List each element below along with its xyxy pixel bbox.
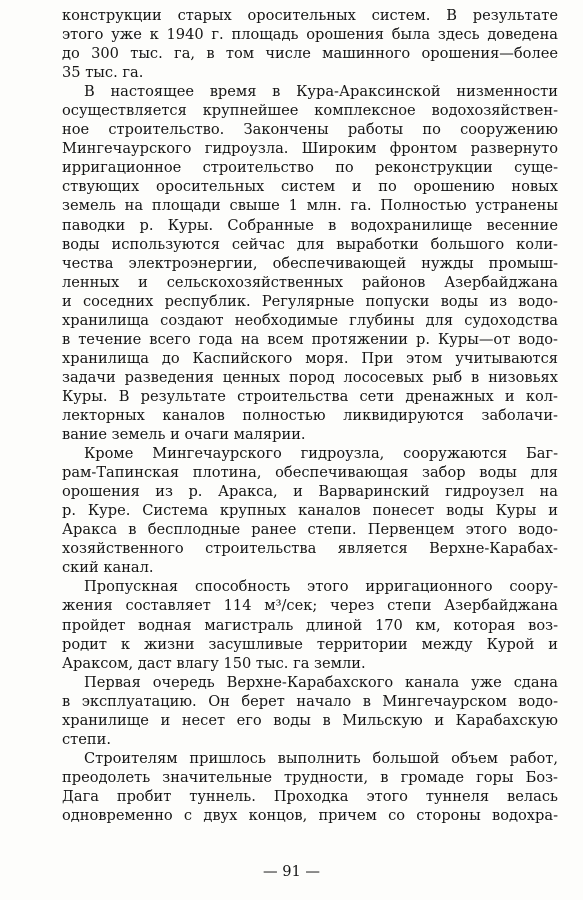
text-line: земель на площади свыше 1 млн. га. Полностью устранены xyxy=(62,197,558,215)
text-line: в течение всего года на всем протяжении р. Куры—от водо- xyxy=(62,330,558,348)
text-line: хранилища до Каспийского моря. При этом учитываются xyxy=(62,349,558,367)
text-line: ирригационное строительство по реконструкции суще- xyxy=(62,159,558,177)
text-line: жения составляет 114 м³/сек; через степи Азербайджана xyxy=(62,597,558,615)
text-line: осуществляется крупнейшее комплексное водохозяйствен- xyxy=(62,102,558,120)
text-line: преодолеть значительные трудности, в громаде горы Боз- xyxy=(62,768,558,786)
text-line: хранилище и несет его воды в Мильскую и Карабахскую xyxy=(62,711,558,729)
text-line: степи. xyxy=(62,730,111,748)
text-line: вание земель и очаги малярии. xyxy=(62,426,306,444)
text-line: 35 тыс. га. xyxy=(62,64,144,82)
paragraph-start-line: Кроме Мингечаурского гидроузла, сооружаются Баг- xyxy=(84,445,558,463)
text-line: ский канал. xyxy=(62,559,154,577)
text-line: Аракса в бесплодные ранее степи. Первенцем этого водо- xyxy=(62,521,558,539)
text-line: р. Куре. Система крупных каналов понесет воды Куры и xyxy=(62,502,558,520)
text-line: паводки р. Куры. Собранные в водохранилище весенние xyxy=(62,216,558,234)
text-line: орошения из р. Аракса, и Варваринский гидроузел на xyxy=(62,483,558,501)
text-line: и соседних республик. Регулярные попуски воды из водо- xyxy=(62,292,558,310)
text-line: лекторных каналов полностью ликвидируются заболачи- xyxy=(62,406,558,424)
text-line: Араксом, даст влагу 150 тыс. га земли. xyxy=(62,654,366,672)
text-line: ное строительство. Закончены работы по сооружению xyxy=(62,121,558,139)
text-line: чества электроэнергии, обеспечивающей нужды промыш- xyxy=(62,254,558,272)
body-text xyxy=(62,6,558,825)
text-line: родит к жизни засушливые территории между Курой и xyxy=(62,635,558,653)
text-line: одновременно с двух концов, причем со стороны водохра- xyxy=(62,806,558,824)
text-line: рам-Тапинская плотина, обеспечивающая забор воды для xyxy=(62,464,558,482)
text-line: до 300 тыс. га, в том числе машинного орошения—более xyxy=(62,45,558,63)
text-line: Дага пробит туннель. Проходка этого туннеля велась xyxy=(62,787,558,805)
text-line: конструкции старых оросительных систем. В результате xyxy=(62,7,558,24)
text-line: ствующих оросительных систем и по орошению новых xyxy=(62,178,558,196)
text-line: хранилища создают необходимые глубины для судоходства xyxy=(62,311,558,329)
text-line: этого уже к 1940 г. площадь орошения была здесь доведена xyxy=(62,26,558,44)
paragraph-start-line: Пропускная способность этого ирригационного соору- xyxy=(84,578,558,596)
page-number: — 91 — xyxy=(262,863,321,880)
text-line: в эксплуатацию. Он берет начало в Мингечаурском водо- xyxy=(62,692,558,710)
text-line: Мингечаурского гидроузла. Широким фронтом развернуто xyxy=(62,140,558,158)
paragraph-start-line: Первая очередь Верхне-Карабахского канала уже сдана xyxy=(84,673,558,691)
paragraph-start-line: Строителям пришлось выполнить большой объем работ, xyxy=(84,749,558,767)
paragraph-start-line: В настоящее время в Кура-Араксинской низменности xyxy=(84,83,558,101)
text-line: воды используются сейчас для выработки большого коли- xyxy=(62,235,558,253)
text-line: ленных и сельскохозяйственных районов Азербайджана xyxy=(62,273,558,291)
text-line: пройдет водная магистраль длиной 170 км, которая воз- xyxy=(62,616,558,634)
text-line: хозяйственного строительства является Верхне-Карабах- xyxy=(62,540,558,558)
text-line: задачи разведения ценных пород лососевых рыб в низовьях xyxy=(62,368,558,386)
text-line: Куры. В результате строительства сети дренажных и кол- xyxy=(62,387,558,405)
